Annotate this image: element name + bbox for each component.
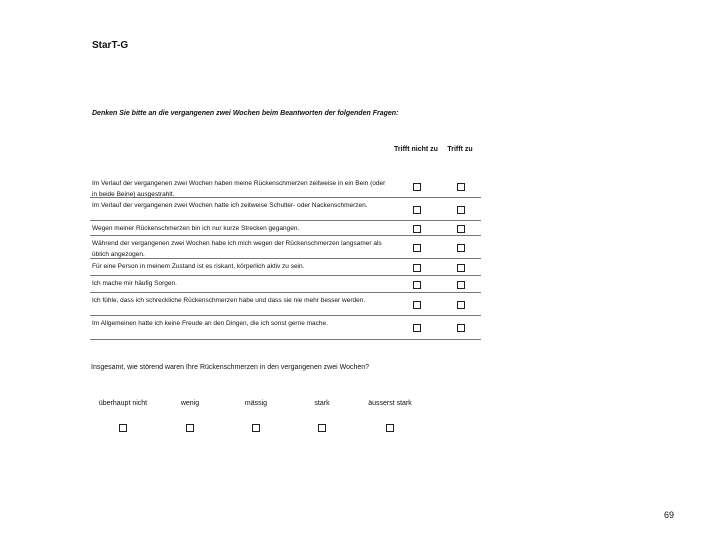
instruction-text: Denken Sie bitte an die vergangenen zwei Wochen beim Beantworten der folgenden Fragen: [92, 110, 399, 117]
scale-label-stark: stark [314, 400, 330, 407]
checkbox-trifft-nicht-zu[interactable] [413, 183, 421, 191]
scale-checkbox-wenig[interactable] [186, 424, 194, 432]
scale-checkbox-ueberhaupt-nicht[interactable] [119, 424, 127, 432]
scale-label-wenig: wenig [180, 400, 200, 407]
question-row [90, 176, 481, 198]
column-header-trifft-zu: Trifft zu [447, 146, 473, 153]
checkbox-trifft-nicht-zu[interactable] [413, 324, 421, 332]
question-row [90, 198, 481, 221]
checkbox-trifft-zu[interactable] [457, 301, 465, 309]
question-row [90, 276, 481, 293]
checkbox-trifft-zu[interactable] [457, 281, 465, 289]
question-text: Für eine Person in meinem Zustand ist es riskant, körperlich aktiv zu sein. [92, 263, 305, 270]
checkbox-trifft-nicht-zu[interactable] [413, 225, 421, 233]
question-row [90, 316, 481, 340]
checkbox-trifft-nicht-zu[interactable] [413, 244, 421, 252]
scale-checkbox-aeusserst-stark[interactable] [386, 424, 394, 432]
checkbox-trifft-nicht-zu[interactable] [413, 301, 421, 309]
checkbox-trifft-nicht-zu[interactable] [413, 264, 421, 272]
question-row [90, 293, 481, 316]
question-text: Im Verlauf der vergangenen zwei Wochen hatte ich zeitweise Schulter- oder Nackenschmerzen. [92, 202, 368, 209]
question-text: Im Verlauf der vergangenen zwei Wochen haben meine Rückenschmerzen zeitweise in ein Bein (oder in beide Beine) ausgestrahlt. [92, 180, 386, 198]
checkbox-trifft-zu[interactable] [457, 264, 465, 272]
checkbox-trifft-nicht-zu[interactable] [413, 281, 421, 289]
question-text: Wegen meiner Rückenschmerzen bin ich nur kurze Strecken gegangen. [92, 225, 300, 232]
scale-label-ueberhaupt-nicht: überhaupt nicht [98, 400, 148, 407]
page-number: 69 [664, 510, 675, 520]
question-row [90, 259, 481, 276]
question-text: Ich fühle, dass ich schreckliche Rückenschmerzen habe und dass sie nie mehr besser werden. [92, 297, 366, 304]
scale-checkbox-maessig[interactable] [252, 424, 260, 432]
checkbox-trifft-zu[interactable] [457, 324, 465, 332]
scale-label-maessig: mässig [244, 400, 268, 407]
question-row [90, 221, 481, 236]
bother-question: Insgesamt, wie störend waren Ihre Rückenschmerzen in den vergangenen zwei Wochen? [91, 364, 370, 371]
form-title: StarT-G [92, 40, 129, 51]
column-header-trifft-nicht-zu: Trifft nicht zu [394, 146, 438, 153]
question-table [90, 176, 481, 340]
checkbox-trifft-zu[interactable] [457, 244, 465, 252]
question-text: Ich mache mir häufig Sorgen. [92, 280, 177, 287]
question-row [90, 236, 481, 259]
checkbox-trifft-nicht-zu[interactable] [413, 206, 421, 214]
question-text: Während der vergangenen zwei Wochen habe ich mich wegen der Rückenschmerzen langsamer als üblich angezogen. [92, 240, 382, 258]
checkbox-trifft-zu[interactable] [457, 183, 465, 191]
checkbox-trifft-zu[interactable] [457, 225, 465, 233]
question-text: Im Allgemeinen hatte ich keine Freude an den Dingen, die ich sonst gerne mache. [92, 320, 328, 327]
scale-label-aeusserst-stark: äusserst stark [368, 400, 412, 407]
checkbox-trifft-zu[interactable] [457, 206, 465, 214]
scale-checkbox-stark[interactable] [318, 424, 326, 432]
